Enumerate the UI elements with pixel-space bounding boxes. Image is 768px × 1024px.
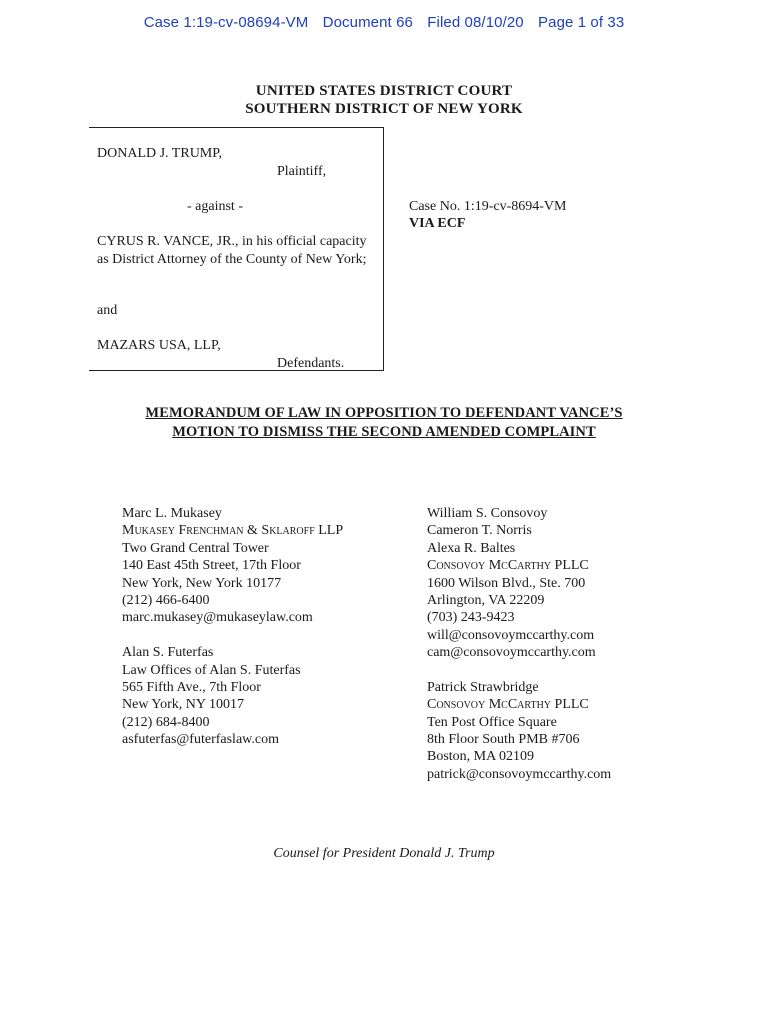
document-title-line2: MOTION TO DISMISS THE SECOND AMENDED COMPLAINT <box>172 424 596 440</box>
defendants-role: Defendants. <box>277 356 345 371</box>
plaintiff-name: DONALD J. TRUMP, <box>97 146 222 161</box>
counsel-email: cam@consovoymccarthy.com <box>427 645 596 661</box>
counsel-address: 1600 Wilson Blvd., Ste. 700 <box>427 575 586 591</box>
counsel-email: patrick@consovoymccarthy.com <box>427 766 612 782</box>
counsel-phone: (703) 243-9423 <box>427 610 515 626</box>
counsel-address: Ten Post Office Square <box>427 714 557 730</box>
counsel-phone: (212) 466-6400 <box>122 592 210 608</box>
defendant-mazars: MAZARS USA, LLP, <box>97 338 221 353</box>
counsel-address: 140 East 45th Street, 17th Floor <box>122 558 301 574</box>
counsel-name: William S. Consovoy <box>427 506 548 521</box>
counsel-firm: Consovoy McCarthy PLLC <box>427 697 589 713</box>
against-label: - against - <box>187 199 243 214</box>
counsel-address: Two Grand Central Tower <box>122 540 269 556</box>
counsel-address: New York, NY 10017 <box>122 697 244 713</box>
left-counsel-block <box>122 505 343 748</box>
counsel-firm: Mukasey Frenchman & Sklaroff LLP <box>122 523 344 539</box>
court-name-line1: UNITED STATES DISTRICT COURT <box>255 83 513 99</box>
counsel-for-line: Counsel for President Donald J. Trump <box>273 846 495 861</box>
defendant-vance: CYRUS R. VANCE, JR., in his official capacity as District Attorney of the County of New York; <box>97 234 367 267</box>
counsel-name: Marc L. Mukasey <box>122 506 222 521</box>
counsel-phone: (212) 684-8400 <box>122 714 210 730</box>
counsel-email: marc.mukasey@mukaseylaw.com <box>122 610 313 626</box>
header-document-number: Document 66 <box>322 14 413 31</box>
right-counsel-block <box>427 505 611 783</box>
ecf-header-stamp <box>0 14 768 31</box>
counsel-address: Boston, MA 02109 <box>427 749 534 765</box>
counsel-address: 8th Floor South PMB #706 <box>427 732 580 748</box>
header-filed-date: Filed 08/10/20 <box>427 14 524 31</box>
counsel-firm: Consovoy McCarthy PLLC <box>427 558 589 574</box>
court-name-line2: SOUTHERN DISTRICT OF NEW YORK <box>245 101 523 117</box>
counsel-address: 565 Fifth Ave., 7th Floor <box>122 679 261 695</box>
header-page-count: Page 1 of 33 <box>538 14 625 31</box>
counsel-email: will@consovoymccarthy.com <box>427 627 595 643</box>
counsel-address: Arlington, VA 22209 <box>427 592 545 608</box>
document-title-line1: MEMORANDUM OF LAW IN OPPOSITION TO DEFENDANT VANCE’S <box>145 405 623 421</box>
plaintiff-role: Plaintiff, <box>277 164 327 179</box>
header-case-number: Case 1:19-cv-08694-VM <box>143 14 309 31</box>
and-label: and <box>97 303 118 318</box>
counsel-name: Alan S. Futerfas <box>122 645 214 661</box>
counsel-name: Alexa R. Baltes <box>427 540 516 556</box>
counsel-name: Cameron T. Norris <box>427 523 532 539</box>
counsel-address: New York, New York 10177 <box>122 575 282 591</box>
counsel-email: asfuterfas@futerfaslaw.com <box>122 732 279 748</box>
counsel-firm: Law Offices of Alan S. Futerfas <box>122 662 301 678</box>
via-ecf: VIA ECF <box>409 216 466 231</box>
case-number: Case No. 1:19-cv-8694-VM <box>409 199 567 214</box>
counsel-name: Patrick Strawbridge <box>427 679 539 695</box>
